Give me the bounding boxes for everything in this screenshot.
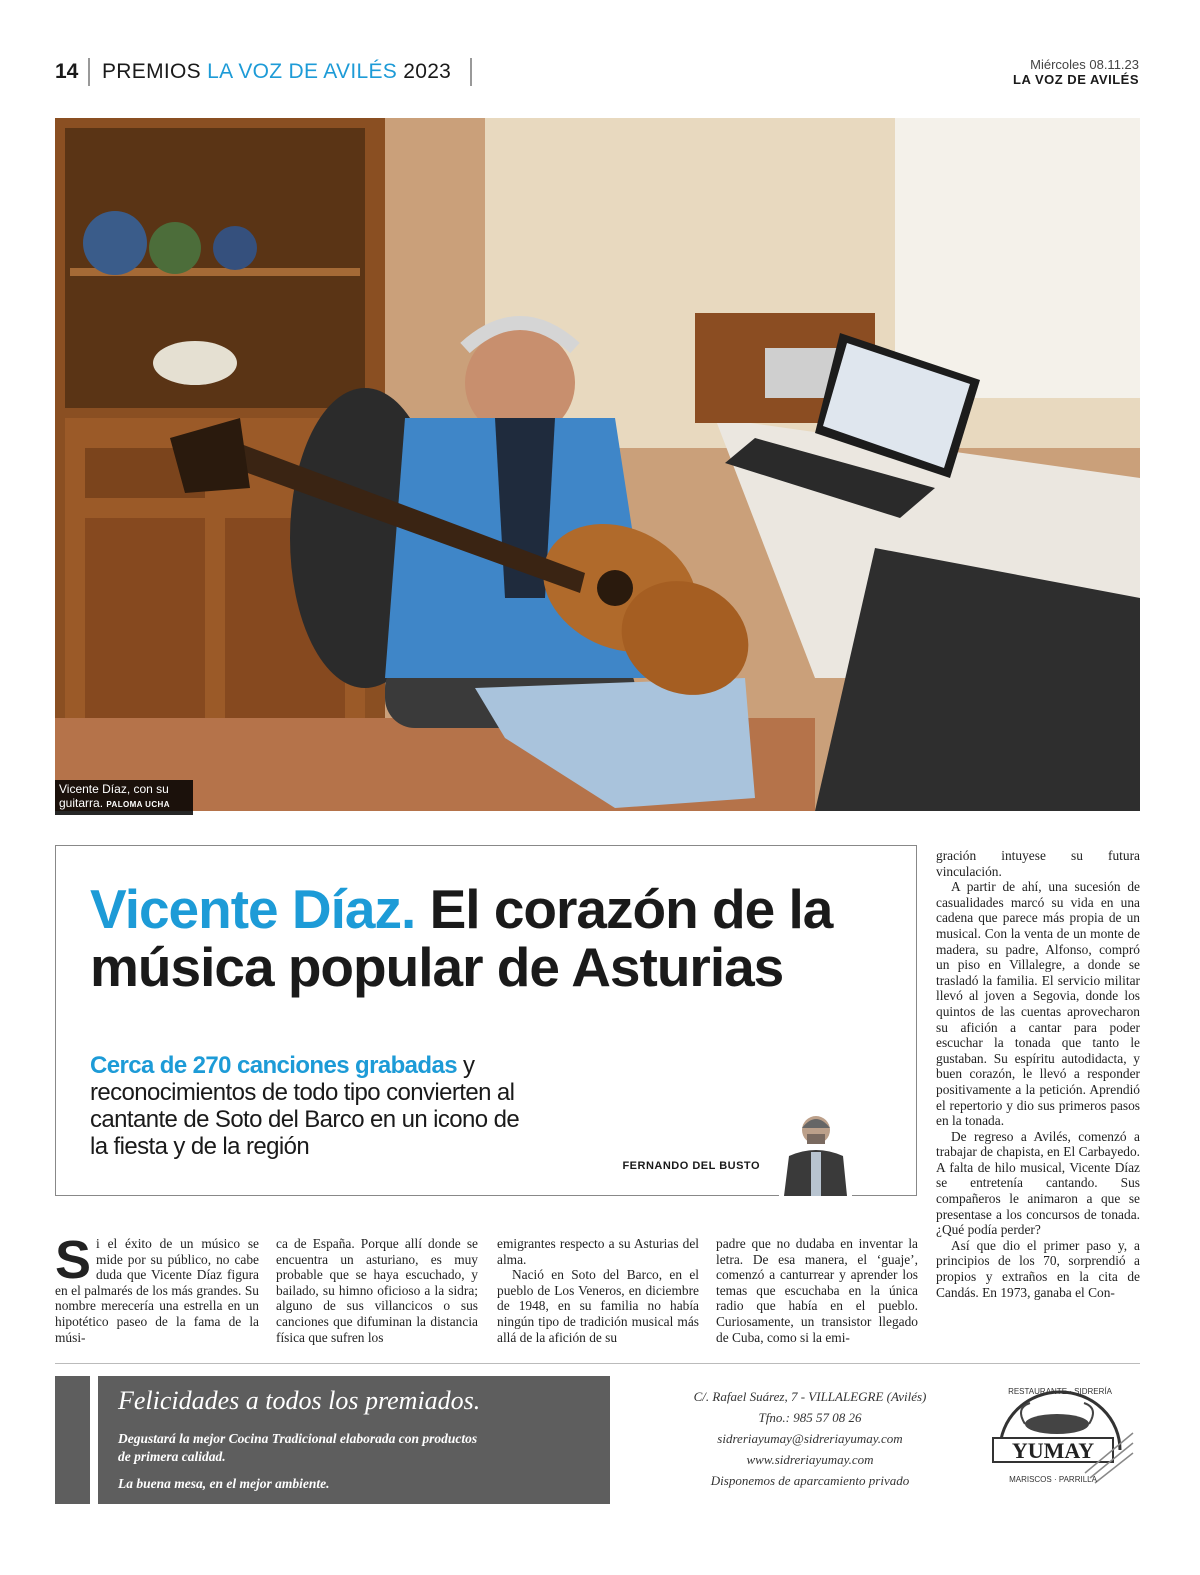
headline-name: Vicente Díaz. [90, 878, 416, 940]
drop-cap: S [55, 1230, 92, 1290]
paragraph: A partir de ahí, una sucesión de casualidades marcó su vida en una cadena que parece más propia de un musical. Con la venta de un monte de madera, su padre, Alfonso, compró un piso en Villalegre, a donde se trasladó la familia. El servicio militar llevó al joven a Segovia, donde los quintos de las cuentas aprovecharon su afición a cantar para poder escuchar la tonada que tanto le gustaban. Su espíritu autodidacta, y buen corazón, le llevó a responder positivamente a la petición. Aprendió el repertorio y dio sus primeros pasos en la tonada. [936, 879, 1140, 1129]
byline: FERNANDO DEL BUSTO [622, 1160, 760, 1172]
body-column-2 [276, 1236, 478, 1345]
author-photo [779, 1108, 852, 1196]
paragraph: emigrantes respecto a su Asturias del alma. [497, 1236, 699, 1267]
ad-parking: Disponemos de aparcamiento privado [710, 1473, 910, 1488]
section-title [102, 60, 451, 84]
subhead-highlight: Cerca de 270 canciones grabadas [90, 1052, 457, 1079]
headline [90, 880, 900, 996]
subhead-text: y reconocimientos de todo tipo convierten al cantante de Soto del Barco en un icono de la fiesta y de la región [90, 1052, 520, 1160]
body-column-3 [497, 1236, 699, 1345]
headline-text: El corazón de la música popular de Asturias [90, 878, 833, 998]
ad-website[interactable]: www.sidreriayumay.com [746, 1452, 874, 1467]
subheadline [90, 1052, 540, 1160]
ad-title: Felicidades a todos los premiados. [118, 1386, 481, 1415]
paragraph: i el éxito de un músico se mide por su público, no cabe duda que Vicente Díaz figura en el palmarés de los más grandes. Su nombre merecería una estrella en un hipotético paseo de la fama de la músi- [55, 1236, 259, 1345]
paragraph: Nació en Soto del Barco, en el pueblo de Los Veneros, en diciembre de 1948, en su familia no había ningún tipo de tradición musical más allá de la afición de su [497, 1267, 699, 1345]
logo-top-text: RESTAURANTE · SIDRERÍA [1008, 1387, 1112, 1396]
newspaper-name: LA VOZ DE AVILÉS [1013, 72, 1139, 87]
ad-address: C/. Rafael Suárez, 7 - VILLALEGRE (Avilés) [693, 1389, 927, 1404]
caption-text: Vicente Díaz, con su guitarra. [59, 782, 169, 810]
photo-credit: PALOMA UCHA [106, 800, 170, 809]
paragraph: Así que dio el primer paso y, a principios de los 70, sorprendió a propios y extraños en la cita de Candás. En 1973, ganaba el Con- [936, 1237, 1140, 1300]
divider [55, 1363, 1140, 1364]
body-column-4 [716, 1236, 918, 1345]
ad-email[interactable]: sidreriayumay@sidreriayumay.com [717, 1431, 903, 1446]
ad-phone: Tfno.: 985 57 08 26 [758, 1410, 862, 1425]
ad-footer: La buena mesa, en el mejor ambiente. [118, 1476, 330, 1491]
section-prefix: PREMIOS [102, 60, 201, 83]
section-highlight: LA VOZ DE AVILÉS [207, 60, 398, 83]
photo-caption [55, 780, 193, 815]
ad-contact [650, 1386, 970, 1491]
logo-bottom-text: MARISCOS · PARRILLA [1009, 1475, 1097, 1484]
page-number: 14 [55, 60, 79, 83]
yumay-logo [985, 1378, 1135, 1502]
body-column-1 [55, 1230, 259, 1345]
header-divider [88, 58, 90, 86]
section-year: 2023 [403, 60, 452, 83]
body-column-5 [936, 848, 1140, 1300]
paragraph: padre que no dudaba en inventar la letra. De esa manera, el ‘guaje’, comenzó a canturrear y aprender los temas que escuchaba en la única radio que había en el pueblo. Curiosamente, un transistor llegado de Cuba, como si la emi- [716, 1236, 918, 1345]
logo-name: YUMAY [1011, 1438, 1095, 1463]
header-divider-right [470, 58, 472, 86]
paragraph: ca de España. Porque allí donde se encuentra un asturiano, es muy probable que se haya escuchado, y bailado, su himno oficioso a la sidra; alguno de sus villancicos o sus canciones que difuminan la distancia física que sufren los [276, 1236, 478, 1345]
paragraph: De regreso a Avilés, comenzó a trabajar de chapista, en El Carbayedo. A falta de hilo musical, Vicente Díaz se entretenía cantando. Sus compañeros le animaron a que se presentase a los concursos de tonada. ¿Qué podía perder? [936, 1128, 1140, 1238]
ad-tagline: Degustará la mejor Cocina Tradicional elaborada con productos de primera calidad. [118, 1431, 478, 1464]
issue-date: Miércoles 08.11.23 [1030, 57, 1139, 72]
paragraph: gración intuyese su futura vinculación. [936, 848, 1140, 879]
ad-stripe [90, 1376, 98, 1504]
main-photo [55, 118, 1140, 811]
